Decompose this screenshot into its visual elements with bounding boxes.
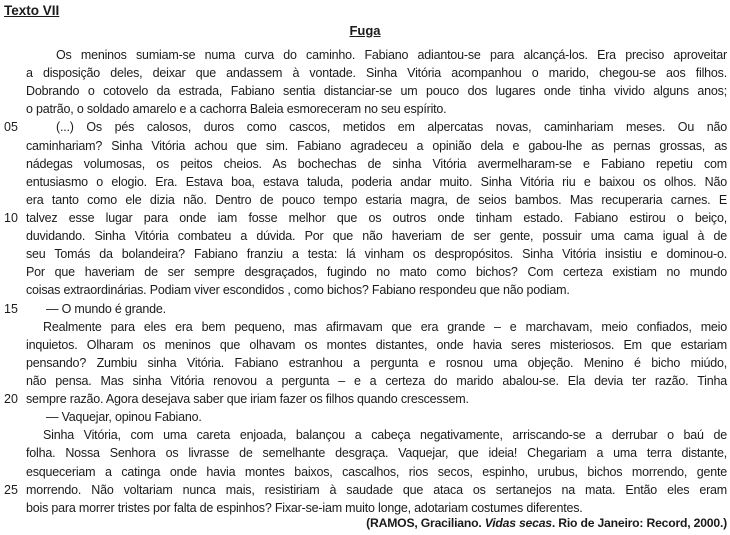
text-line-content: seu Tomás da bolandeira? Fabiano franziu a testa: lá vinham os despropósitos. Sinha Vitória insistiu e dominou-o. — [26, 247, 727, 262]
text-line-content: folha. Nossa Senhora os livrasse de semelhante desgraça. Vaquejar, que ideia! Chegariam a uma terra distante, — [26, 446, 727, 461]
text-line — [0, 444, 730, 462]
line-number: 20 — [4, 392, 18, 407]
text-line-content: coisas extraordinárias. Podiam viver escondidos , como bichos? Fabiano respondeu que não podiam. — [26, 283, 570, 298]
text-line-content: morrendo. Não voltariam nunca mais, resistiriam à saudade que ataca os sertanejos na mata. Então eles eram — [26, 482, 727, 497]
text-line-content: — O mundo é grande. — [46, 301, 166, 316]
text-line-content: pensando? Zumbiu sinha Vitória. Fabiano estranhou a pergunta e rosnou uma objeção. Menino é bicho miúdo, — [26, 355, 727, 370]
text-line — [0, 426, 730, 444]
text-line — [0, 263, 730, 281]
text-line — [0, 372, 730, 390]
text-line-content: duvidando. Sinha Vitória combateu a dúvida. Por que não haveriam de ser gente, possuir uma cama igual à de — [26, 229, 727, 244]
text-title-row — [0, 23, 730, 38]
text-line — [0, 336, 730, 354]
text-line-content: (...) Os pés calosos, duros como cascos, metidos em alpercatas novas, caminhariam meses. Ou não — [56, 120, 727, 135]
text-line — [0, 354, 730, 372]
text-line — [0, 118, 730, 136]
text-line-content: Sinha Vitória, com uma careta enjoada, balançou a cabeça negativamente, arriscando-se a derrubar o baú de — [43, 428, 727, 443]
citation — [366, 516, 727, 530]
line-number: 15 — [4, 301, 18, 316]
text-line — [0, 408, 730, 426]
text-line-content: Por que haveriam de ser sempre desgraçados, fugindo no mato como bichos? Com certeza existiam no mundo — [26, 265, 727, 280]
citation-publisher: . Rio de Janeiro: Record, 2000.) — [551, 516, 727, 530]
text-line — [0, 390, 730, 408]
citation-author: (RAMOS, Graciliano. — [366, 516, 485, 530]
text-line-content: caminhariam? Sinha Vitória achou que sim. Fabiano agradeceu a opinião dela e gabou-lhe as pernas grossas, as — [26, 138, 727, 153]
text-line-content: não pensa. Mas sinha Vitória renovou a pergunta – e a certeza do marido abalou-se. Ela devia ter razão. Tinha — [26, 373, 727, 388]
text-line — [0, 155, 730, 173]
text-line — [0, 463, 730, 481]
text-line-content: — Vaquejar, opinou Fabiano. — [46, 410, 202, 425]
text-line — [0, 46, 730, 64]
text-line — [0, 64, 730, 82]
text-line — [0, 300, 730, 318]
text-title: Fuga — [349, 23, 381, 38]
text-line — [0, 281, 730, 299]
text-line-content: o patrão, o soldado amarelo e a cachorra Baleia esmoreceram no seu espírito. — [26, 102, 447, 117]
text-line — [0, 82, 730, 100]
texto-label: Texto VII — [4, 3, 60, 18]
text-line — [0, 227, 730, 245]
text-line-content: era tanto como ele dizia não. Dentro de pouco tempo estaria magra, de seios bambos. Mas recuperaria carnes. E — [26, 192, 727, 207]
text-line-content: a disposição deles, deixar que andassem à vontade. Sinha Vitória acompanhou o marido, chegou-se aos filhos. — [26, 66, 727, 81]
text-line — [0, 209, 730, 227]
text-line — [0, 481, 730, 499]
text-line-content: Dobrando o cotovelo da estrada, Fabiano sentia distanciar-se um pouco dos lugares onde tinha vivido alguns anos; — [26, 84, 727, 99]
text-line-content: talvez esse lugar para onde iam fosse melhor que os outros onde tinham estado. Fabiano estirou o beiço, — [26, 210, 727, 225]
text-line-content: entusiasmo o elogio. Era. Estava boa, estava taluda, poderia andar muito. Sinha Vitória riu e baixou os olhos. Não — [26, 174, 727, 189]
text-line-content: inquietos. Olharam os meninos que olhavam os montes distantes, onde havia seres misteriosos. Em que estariam — [26, 337, 727, 352]
text-line-content: esqueceriam a catinga onde havia montes baixos, cascalhos, rios secos, espinho, urubus, bichos morrendo, gente — [26, 464, 727, 479]
text-line-content: Os meninos sumiam-se numa curva do caminho. Fabiano adiantou-se para alcançá-los. Era preciso aproveitar — [56, 48, 727, 62]
line-number: 10 — [4, 210, 18, 225]
text-line-content: bois para morrer tristes por falta de espinhos? Fixar-se-iam muito longe, adotariam costumes diferentes. — [26, 500, 583, 515]
text-line — [0, 191, 730, 209]
text-body — [0, 46, 730, 517]
text-line — [0, 137, 730, 155]
line-number: 25 — [4, 482, 18, 497]
text-line — [0, 499, 730, 517]
text-line — [0, 100, 730, 118]
text-line-content: nádegas volumosas, os peitos cheios. As bochechas de sinha Vitória avermelharam-se e Fabiano repetiu com — [26, 156, 727, 171]
text-line-content: Realmente para eles era bem pequeno, mas afirmavam que era grande – e marchavam, meio confiados, meio — [43, 319, 727, 334]
text-line — [0, 245, 730, 263]
line-number: 05 — [4, 120, 18, 135]
citation-work-title: Vidas secas — [484, 516, 552, 530]
text-line — [0, 318, 730, 336]
text-line-content: sempre razão. Agora desejava saber que iriam fazer os filhos quando crescessem. — [26, 392, 469, 407]
text-line — [0, 173, 730, 191]
